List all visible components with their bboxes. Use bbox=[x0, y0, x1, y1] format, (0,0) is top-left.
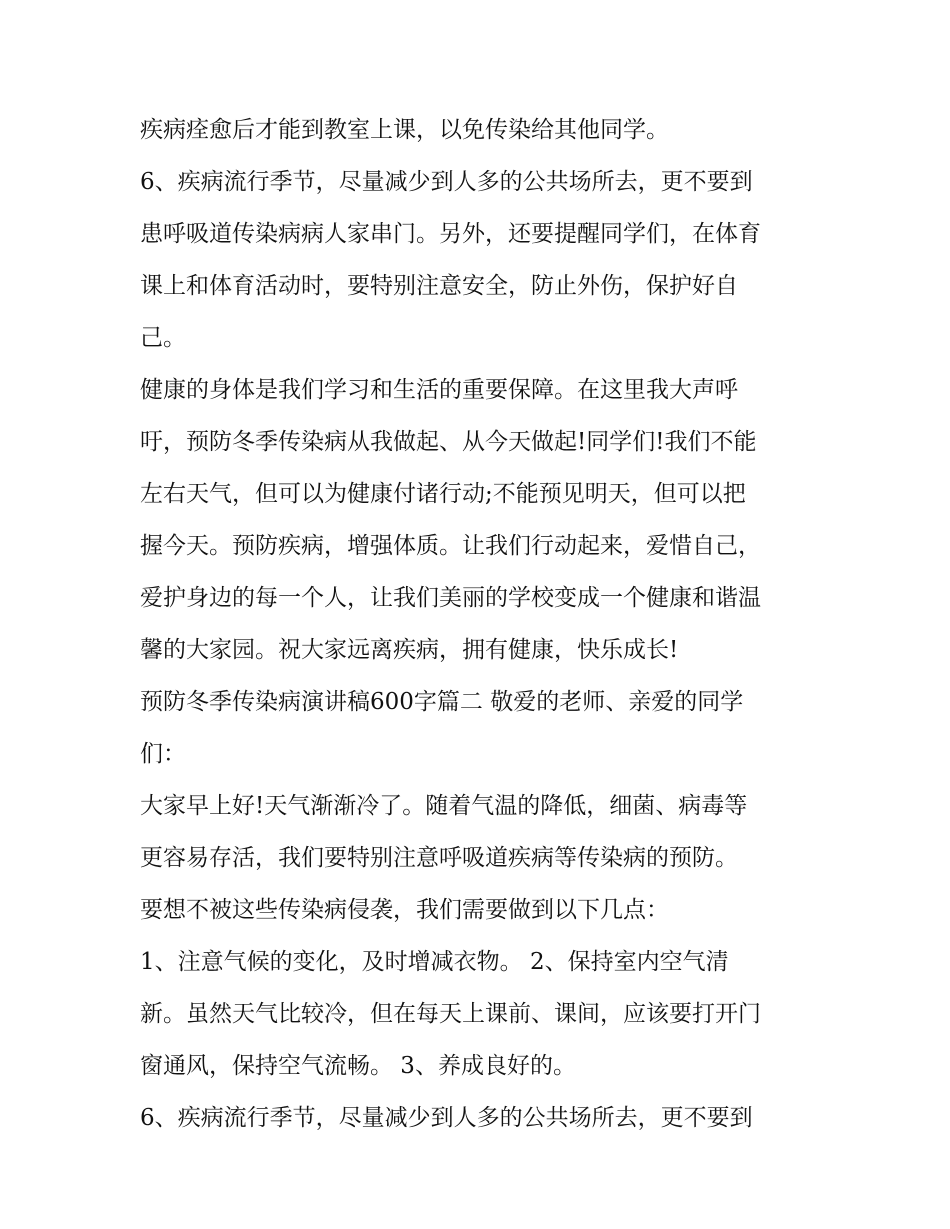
text-line: 握今天。预防疾病，增强体质。让我们行动起来，爱惜自己， bbox=[140, 533, 761, 559]
text-line: 1、注意气候的变化，及时增减衣物。 2、保持室内空气清 bbox=[140, 949, 729, 975]
document-body bbox=[140, 108, 840, 1140]
text-line: 更容易存活，我们要特别注意呼吸道疾病等传染病的预防。 bbox=[140, 845, 738, 871]
text-line: 左右天气，但可以为健康付诸行动;不能预见明天，但可以把 bbox=[140, 481, 746, 507]
text-line: 要想不被这些传染病侵袭，我们需要做到以下几点： bbox=[140, 897, 669, 923]
text-line: 爱护身边的每一个人，让我们美丽的学校变成一个健康和谐温 bbox=[140, 585, 761, 611]
text-line: 新。虽然天气比较冷，但在每天上课前、课间，应该要打开门 bbox=[140, 1001, 761, 1027]
text-line: 预防冬季传染病演讲稿600字篇二 敬爱的老师、亲爱的同学 bbox=[140, 689, 744, 715]
text-line: 疾病痊愈后才能到教室上课，以免传染给其他同学。 bbox=[140, 117, 669, 143]
text-line: 己。 bbox=[140, 325, 186, 351]
text-line: 6、疾病流行季节，尽量减少到人多的公共场所去，更不要到 bbox=[140, 169, 753, 195]
text-line: 吁，预防冬季传染病从我做起、从今天做起!同学们!我们不能 bbox=[140, 429, 757, 455]
text-line: 大家早上好!天气渐渐冷了。随着气温的降低，细菌、病毒等 bbox=[140, 793, 748, 819]
text-line: 们： bbox=[140, 741, 186, 767]
text-line: 患呼吸道传染病病人家串门。另外，还要提醒同学们，在体育 bbox=[140, 221, 761, 247]
text-line: 课上和体育活动时，要特别注意安全，防止外伤，保护好自 bbox=[140, 273, 738, 299]
text-line: 窗通风，保持空气流畅。 3、养成良好的。 bbox=[140, 1053, 576, 1079]
text-line: 馨的大家园。祝大家远离疾病，拥有健康，快乐成长! bbox=[140, 637, 679, 663]
text-line: 6、疾病流行季节，尽量减少到人多的公共场所去，更不要到 bbox=[140, 1105, 753, 1131]
text-line: 健康的身体是我们学习和生活的重要保障。在这里我大声呼 bbox=[140, 377, 738, 403]
